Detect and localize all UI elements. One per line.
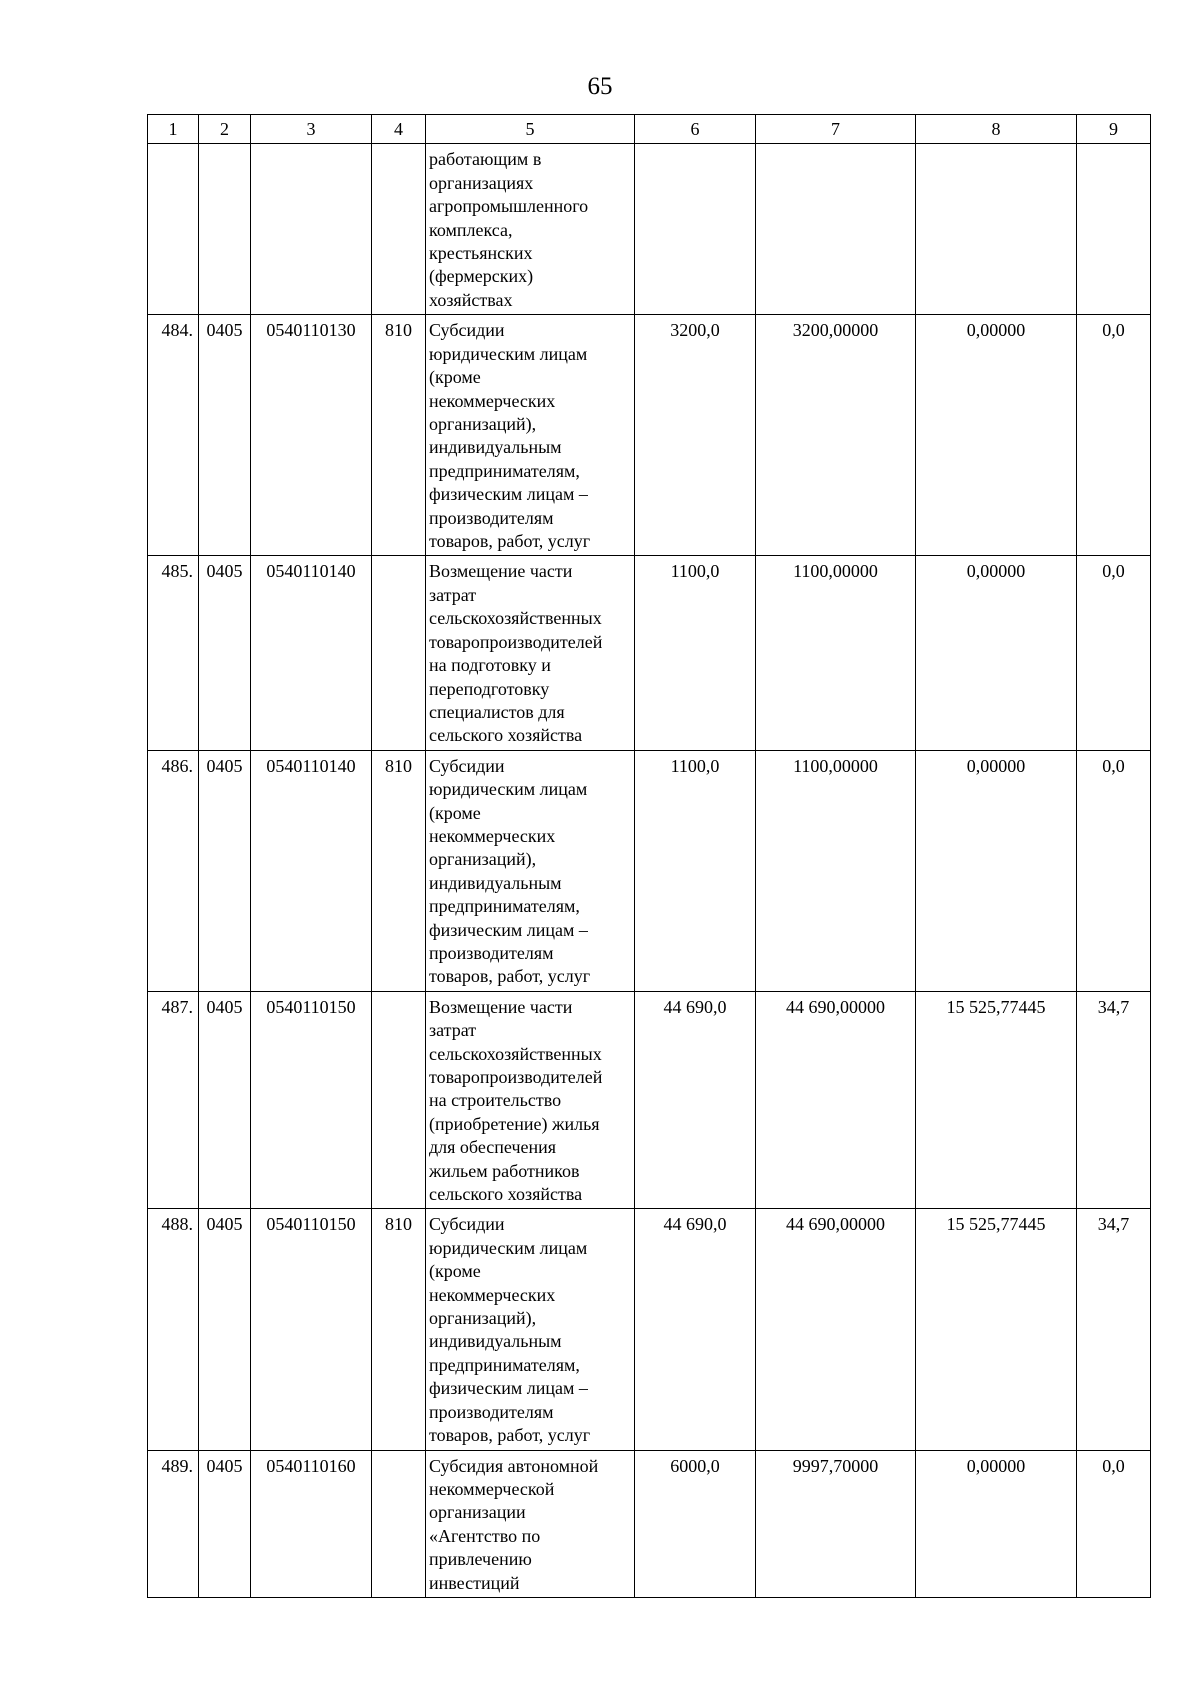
- cell-name: Субсидии юридическим лицам (кроме некоммерческих организаций), индивидуальным предпринимателям, физическим лицам – производителям товаров, работ, услуг: [426, 1209, 635, 1450]
- cell-empty: [916, 144, 1077, 315]
- cell-empty: [372, 144, 426, 315]
- cell-plan: 3200,0: [635, 315, 756, 556]
- cell-row-number: 488.: [148, 1209, 199, 1450]
- table-header-row: [148, 115, 1151, 144]
- column-header: 1: [148, 115, 199, 144]
- cell-plan: 44 690,0: [635, 1209, 756, 1450]
- cell-type: [372, 991, 426, 1209]
- column-header: 7: [756, 115, 916, 144]
- cell-name: Возмещение части затрат сельскохозяйственных товаропроизводителей на строительство (приобретение) жилья для обеспечения жильем работников сельского хозяйства: [426, 991, 635, 1209]
- cell-row-number: 487.: [148, 991, 199, 1209]
- cell-percent: 0,0: [1077, 750, 1151, 991]
- cell-section: 0405: [199, 750, 251, 991]
- cell-specified: 1100,00000: [756, 556, 916, 750]
- cell-section: 0405: [199, 1450, 251, 1597]
- cell-plan: 44 690,0: [635, 991, 756, 1209]
- cell-percent: 34,7: [1077, 1209, 1151, 1450]
- column-header: 2: [199, 115, 251, 144]
- cell-empty: [148, 144, 199, 315]
- cell-row-number: 484.: [148, 315, 199, 556]
- cell-executed: 0,00000: [916, 1450, 1077, 1597]
- cell-target: 0540110140: [251, 750, 372, 991]
- cell-name: Субсидии юридическим лицам (кроме некоммерческих организаций), индивидуальным предпринимателям, физическим лицам – производителям товаров, работ, услуг: [426, 750, 635, 991]
- table-row: [148, 1209, 1151, 1450]
- column-header: 9: [1077, 115, 1151, 144]
- column-header: 5: [426, 115, 635, 144]
- budget-table: [147, 114, 1151, 1598]
- cell-empty: [251, 144, 372, 315]
- table-row: [148, 315, 1151, 556]
- table-row: [148, 1450, 1151, 1597]
- cell-executed: 0,00000: [916, 315, 1077, 556]
- cell-section: 0405: [199, 1209, 251, 1450]
- cell-type: 810: [372, 1209, 426, 1450]
- cell-executed: 15 525,77445: [916, 1209, 1077, 1450]
- cell-plan: 1100,0: [635, 750, 756, 991]
- cell-name: Субсидия автономной некоммерческой организации «Агентство по привлечению инвестиций: [426, 1450, 635, 1597]
- cell-name: Субсидии юридическим лицам (кроме некоммерческих организаций), индивидуальным предпринимателям, физическим лицам – производителям товаров, работ, услуг: [426, 315, 635, 556]
- cell-row-number: 485.: [148, 556, 199, 750]
- cell-type: [372, 1450, 426, 1597]
- cell-percent: 34,7: [1077, 991, 1151, 1209]
- cell-type: [372, 556, 426, 750]
- cell-section: 0405: [199, 556, 251, 750]
- column-header: 6: [635, 115, 756, 144]
- page-number: 65: [587, 73, 613, 100]
- table-row: [148, 991, 1151, 1209]
- column-header: 4: [372, 115, 426, 144]
- cell-percent: 0,0: [1077, 556, 1151, 750]
- cell-executed: 0,00000: [916, 556, 1077, 750]
- cell-plan: 6000,0: [635, 1450, 756, 1597]
- column-header: 3: [251, 115, 372, 144]
- cell-specified: 9997,70000: [756, 1450, 916, 1597]
- cell-type: 810: [372, 750, 426, 991]
- cell-name: Возмещение части затрат сельскохозяйственных товаропроизводителей на подготовку и переподготовку специалистов для сельского хозяйства: [426, 556, 635, 750]
- cell-percent: 0,0: [1077, 315, 1151, 556]
- column-header: 8: [916, 115, 1077, 144]
- cell-executed: 15 525,77445: [916, 991, 1077, 1209]
- cell-specified: 3200,00000: [756, 315, 916, 556]
- cell-executed: 0,00000: [916, 750, 1077, 991]
- cell-specified: 1100,00000: [756, 750, 916, 991]
- cell-specified: 44 690,00000: [756, 991, 916, 1209]
- cell-plan: 1100,0: [635, 556, 756, 750]
- cell-type: 810: [372, 315, 426, 556]
- cell-target: 0540110140: [251, 556, 372, 750]
- cell-target: 0540110150: [251, 1209, 372, 1450]
- cell-percent: 0,0: [1077, 1450, 1151, 1597]
- cell-row-number: 489.: [148, 1450, 199, 1597]
- cell-section: 0405: [199, 991, 251, 1209]
- table-row: [148, 556, 1151, 750]
- cell-target: 0540110130: [251, 315, 372, 556]
- cell-row-number: 486.: [148, 750, 199, 991]
- cell-section: 0405: [199, 315, 251, 556]
- table-row: [148, 750, 1151, 991]
- cell-target: 0540110150: [251, 991, 372, 1209]
- cell-empty: [756, 144, 916, 315]
- cell-specified: 44 690,00000: [756, 1209, 916, 1450]
- cell-empty: [635, 144, 756, 315]
- table-row-continuation: [148, 144, 1151, 315]
- cell-empty: [1077, 144, 1151, 315]
- cell-name: работающим в организациях агропромышленного комплекса, крестьянских (фермерских) хозяйствах: [426, 144, 635, 315]
- cell-target: 0540110160: [251, 1450, 372, 1597]
- cell-empty: [199, 144, 251, 315]
